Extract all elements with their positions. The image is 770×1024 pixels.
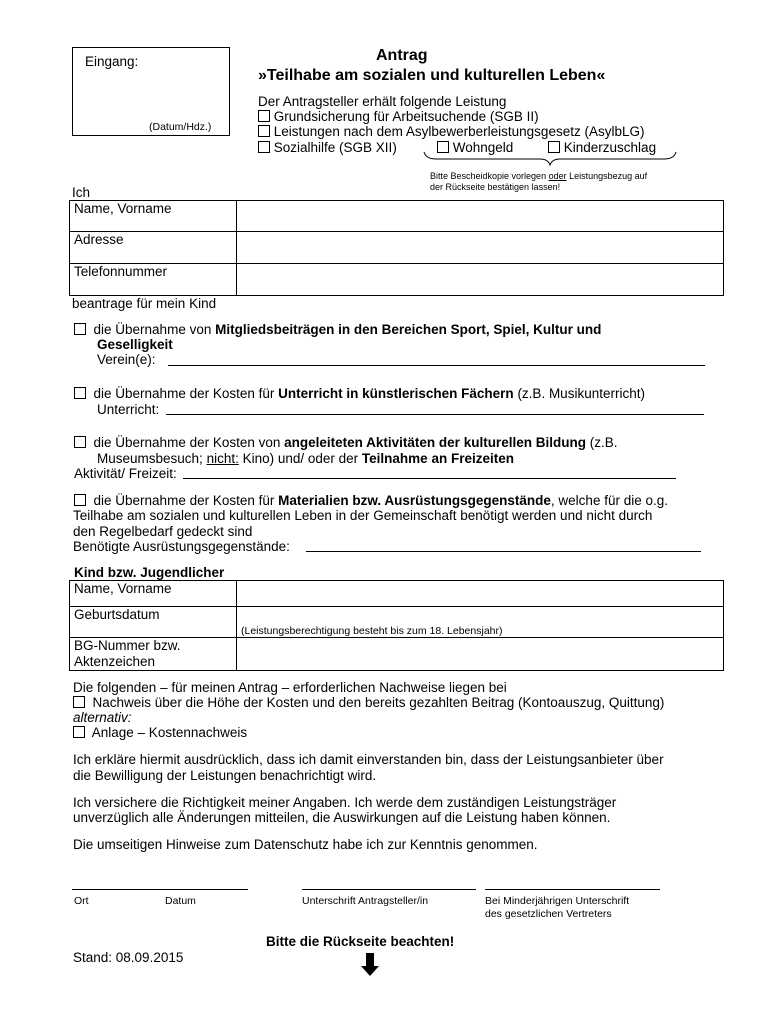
stand-label: Stand: 08.09.2015: [73, 950, 184, 965]
leistung-wohngeld-label: Wohngeld: [452, 140, 514, 155]
unterschrift-vertreter-line[interactable]: [485, 889, 660, 890]
telefonnummer-label: Telefonnummer: [70, 264, 237, 296]
berechtigung-hinweis: (Leistungsberechtigung besteht bis zum 18. Lebensjahr): [241, 625, 503, 637]
unterschrift-antragsteller-line[interactable]: [302, 889, 476, 890]
checkbox-sgb2[interactable]: [258, 110, 270, 122]
leistung-asylblg: [258, 124, 644, 140]
leistung-kinderzuschlag-label: Kinderzuschlag: [563, 140, 657, 155]
kind-table: [69, 580, 724, 671]
erklaerung-1b: die Bewilligung der Leistungen benachrichtigt wird.: [73, 768, 377, 783]
nachweis-kosten: Nachweis über die Höhe der Kosten und den bereits gezahlten Beitrag (Kontoauszug, Quittung): [73, 695, 664, 711]
geburtsdatum-input[interactable]: [237, 607, 724, 638]
adresse-input[interactable]: [237, 232, 724, 264]
checkbox-mitgliedsbeitraege[interactable]: [74, 323, 86, 335]
option-mitgliedsbeitraege-2: Geselligkeit: [97, 337, 173, 352]
erklaerung-2a: Ich versichere die Richtigkeit meiner Angaben. Ich werde dem zuständigen Leistungsträger: [73, 795, 617, 810]
datenschutz-hinweis: Die umseitigen Hinweise zum Datenschutz habe ich zur Kenntnis genommen.: [73, 837, 538, 852]
datum-label: Datum: [165, 895, 196, 907]
ort-datum-line[interactable]: [72, 889, 248, 890]
name-vorname-input[interactable]: [237, 201, 724, 232]
kind-name-label: Name, Vorname: [70, 581, 237, 607]
option-materialien-2: Teilhabe am sozialen und kulturellen Leben in der Gemeinschaft benötigt werden und nicht durch: [73, 508, 653, 523]
adresse-label: Adresse: [70, 232, 237, 264]
eingang-label: Eingang:: [85, 54, 139, 69]
erklaerung-1a: Ich erkläre hiermit ausdrücklich, dass ich damit einverstanden bin, dass der Leistungsanbieter über: [73, 752, 664, 767]
telefonnummer-input[interactable]: [237, 264, 724, 296]
ort-label: Ort: [74, 895, 89, 907]
aktivitaet-input-line[interactable]: [183, 478, 676, 479]
checkbox-kulturelle-bildung[interactable]: [74, 436, 86, 448]
verein-label: Verein(e):: [97, 352, 156, 367]
alternativ-label: alternativ:: [73, 710, 132, 725]
bg-nummer-input[interactable]: [237, 638, 724, 671]
checkbox-nachweis-kosten[interactable]: [73, 696, 85, 708]
option-kulturelle-bildung: die Übernahme der Kosten von angeleiteten Aktivitäten der kulturellen Bildung (z.B.: [74, 435, 617, 451]
leistung-sgb2: [258, 109, 539, 125]
unterricht-label: Unterricht:: [97, 402, 160, 417]
anlage-kostennachweis: Anlage – Kostennachweis: [73, 725, 247, 741]
unterricht-input-line[interactable]: [166, 414, 704, 415]
leistung-asylblg-label: Leistungen nach dem Asylbewerberleistungsgesetz (AsylbLG): [273, 124, 645, 139]
checkbox-anlage[interactable]: [73, 726, 85, 738]
kind-name-input[interactable]: [237, 581, 724, 607]
nachweise-intro: Die folgenden – für meinen Antrag – erforderlichen Nachweise liegen bei: [73, 680, 507, 695]
checkbox-unterricht[interactable]: [74, 387, 86, 399]
geburtsdatum-label: Geburtsdatum: [70, 607, 237, 638]
option-materialien-3: den Regelbedarf gedeckt sind: [73, 524, 253, 539]
ausruestung-label: Benötigte Ausrüstungsgegenstände:: [73, 539, 290, 554]
kind-heading: Kind bzw. Jugendlicher: [74, 565, 225, 580]
option-kulturelle-bildung-2: Museumsbesuch; nicht: Kino) und/ oder der Teilnahme an Freizeiten: [97, 451, 514, 466]
title-antrag: Antrag: [376, 47, 428, 64]
aktivitaet-label: Aktivität/ Freizeit:: [74, 466, 177, 481]
brace-decoration: [422, 150, 678, 166]
beantrage-label: beantrage für mein Kind: [72, 296, 217, 311]
ausruestung-input-line[interactable]: [306, 551, 701, 552]
leistung-intro: Der Antragsteller erhält folgende Leistung: [258, 94, 507, 109]
leistung-sgb12: [258, 140, 397, 156]
unterschrift-antragsteller-label: Unterschrift Antragsteller/in: [302, 895, 429, 907]
checkbox-asylblg[interactable]: [258, 125, 270, 137]
name-vorname-label: Name, Vorname: [70, 201, 237, 232]
bescheid-hinweis-2: der Rückseite bestätigen lassen!: [430, 182, 561, 192]
leistung-sgb12-label: Sozialhilfe (SGB XII): [273, 140, 397, 155]
eingang-box: [72, 47, 230, 136]
option-unterricht: die Übernahme der Kosten für Unterricht in künstlerischen Fächern (z.B. Musikunterricht): [74, 386, 645, 402]
leistung-sgb2-label: Grundsicherung für Arbeitsuchende (SGB II): [273, 109, 539, 124]
verein-input-line[interactable]: [168, 365, 705, 366]
title-teilhabe: »Teilhabe am sozialen und kulturellen Leben«: [258, 67, 606, 84]
datum-hdz-label: (Datum/Hdz.): [149, 121, 212, 133]
bg-nummer-label: BG-Nummer bzw. Aktenzeichen: [70, 638, 237, 671]
arrow-down-icon: [360, 953, 380, 977]
checkbox-materialien[interactable]: [74, 494, 86, 506]
antragsteller-table: [69, 200, 724, 296]
ich-label: Ich: [72, 185, 91, 200]
checkbox-sgb12[interactable]: [258, 141, 270, 153]
rueckseite-hinweis: Bitte die Rückseite beachten!: [266, 934, 455, 949]
minderjaehrig-label-1: Bei Minderjährigen Unterschrift: [485, 895, 630, 907]
minderjaehrig-label-2: des gesetzlichen Vertreters: [485, 908, 612, 920]
option-materialien: die Übernahme der Kosten für Materialien bzw. Ausrüstungsgegenstände, welche für die o.g.: [74, 493, 668, 509]
erklaerung-2b: unverzüglich alle Änderungen mitteilen, die Auswirkungen auf die Leistung haben können.: [73, 810, 611, 825]
bescheid-hinweis-1: Bitte Bescheidkopie vorlegen oder Leistungsbezug auf: [430, 171, 648, 181]
option-mitgliedsbeitraege: die Übernahme von Mitgliedsbeiträgen in den Bereichen Sport, Spiel, Kultur und: [74, 322, 601, 338]
